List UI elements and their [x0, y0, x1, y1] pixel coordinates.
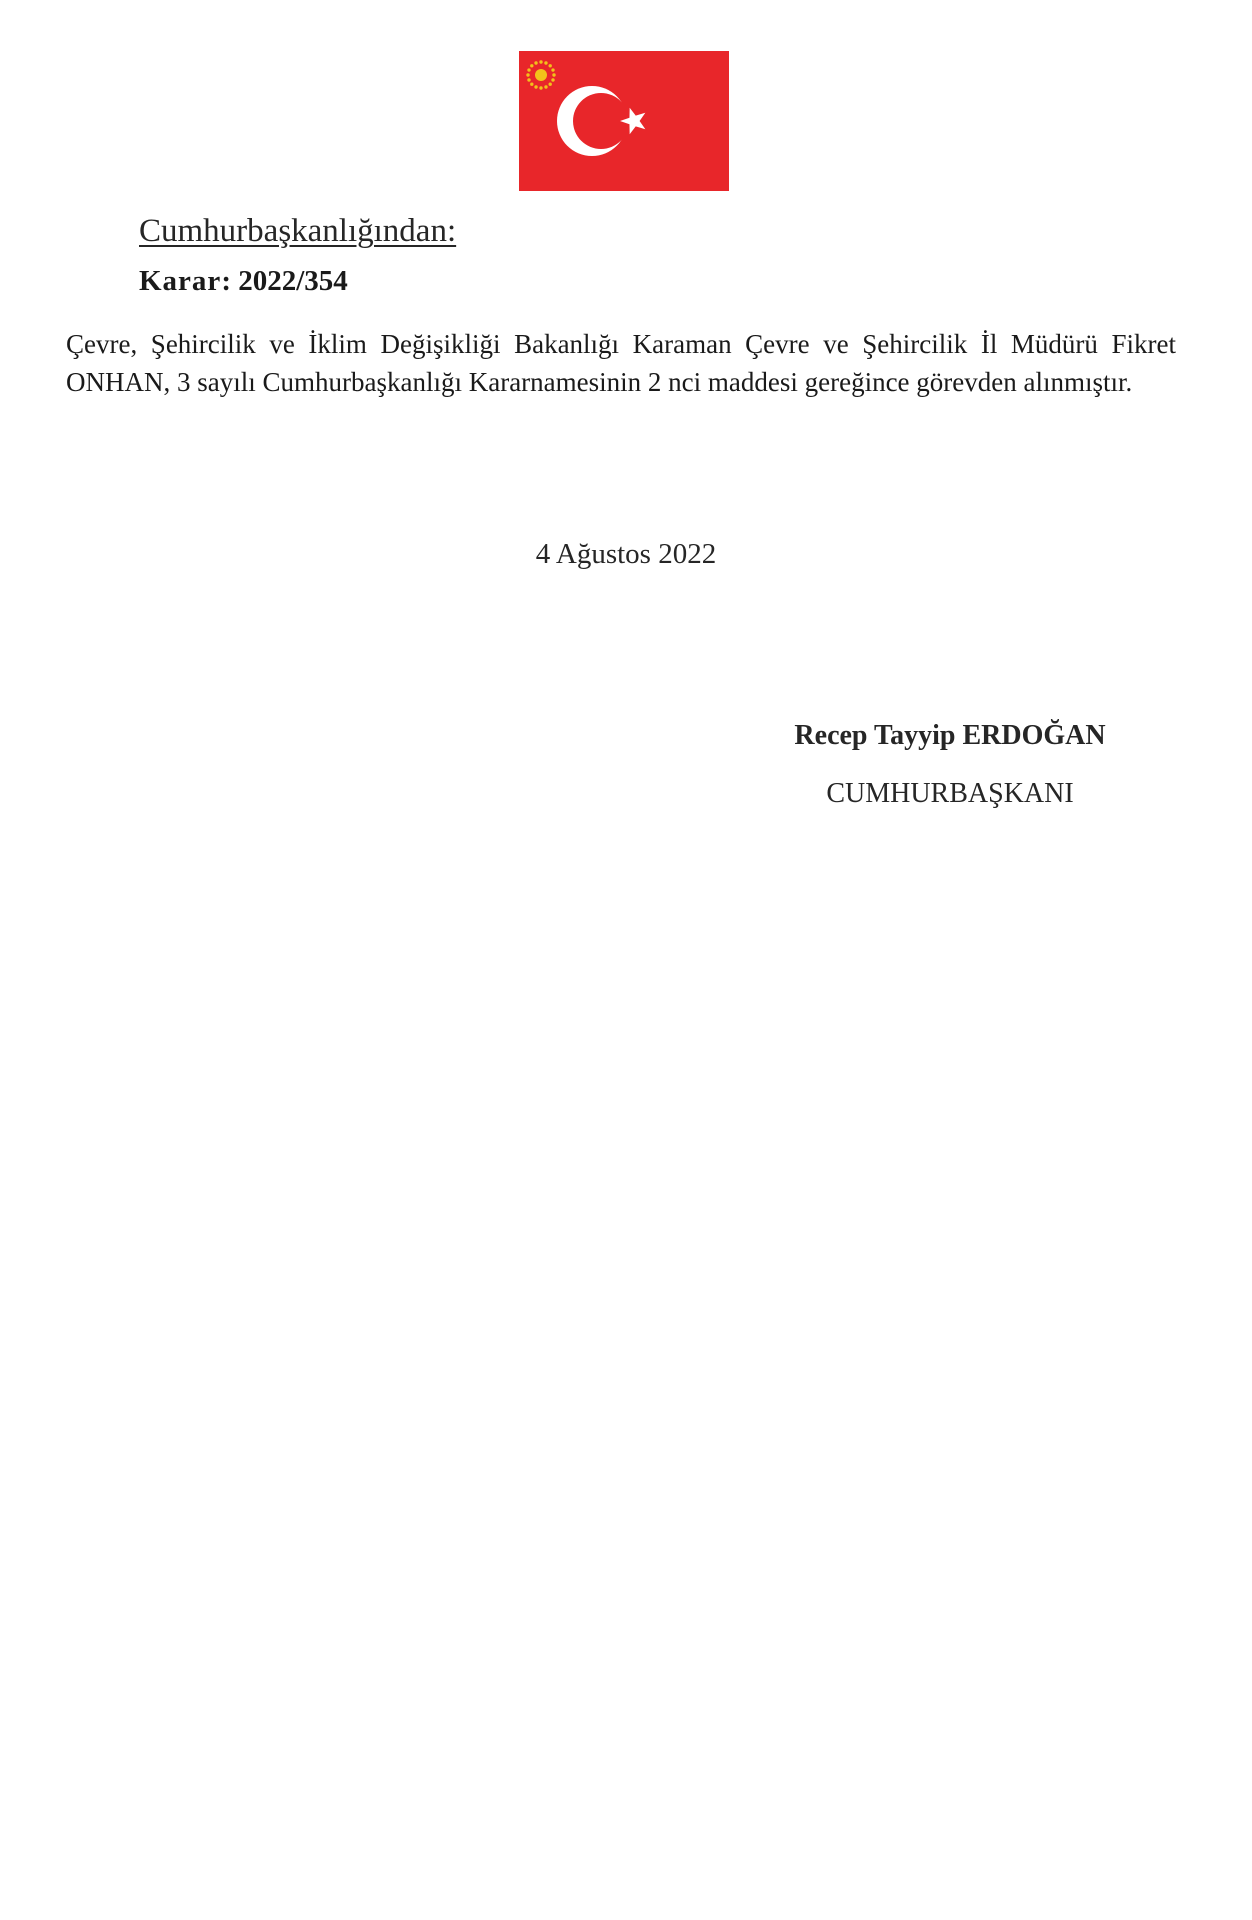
- signer-title: CUMHURBAŞKANI: [826, 778, 1074, 809]
- decree-label: Karar: [139, 265, 222, 297]
- decree-line: Karar: 2022/354: [139, 265, 348, 297]
- decree-date: 4 Ağustos 2022: [535, 538, 717, 570]
- decree-number: 2022/354: [238, 265, 348, 297]
- turkish-flag-icon: [519, 51, 729, 191]
- issuer-heading: Cumhurbaşkanlığından:: [139, 213, 457, 249]
- decree-body: Çevre, Şehircilik ve İklim Değişikliği Bakanlığı Karaman Çevre ve Şehircilik İl Müdürü Fikret ONHAN, 3 sayılı Cumhurbaşkanlığı Kararnamesinin 2 nci maddesi gereğince görevden alınmıştır.: [66, 329, 1176, 397]
- flag-emblem: [519, 51, 729, 191]
- signer-name: Recep Tayyip ERDOĞAN: [794, 720, 1106, 751]
